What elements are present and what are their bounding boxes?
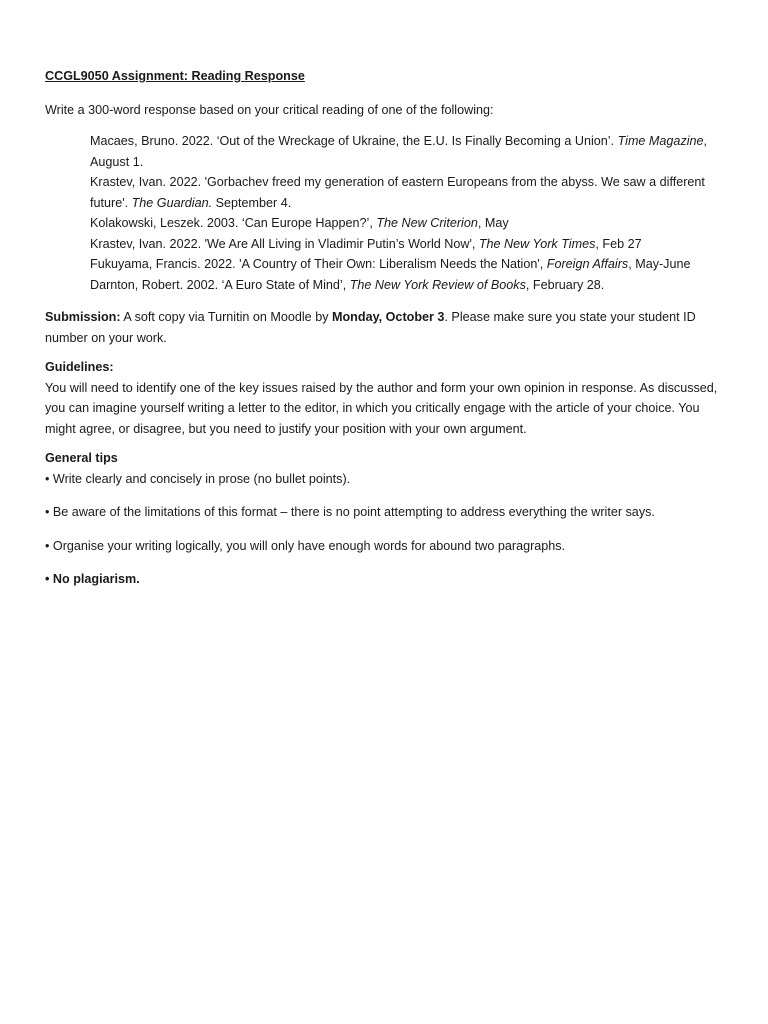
reference-item: Krastev, Ivan. 2022. 'Gorbachev freed my generation of eastern Europeans from the abyss. We saw a different future'. The Guardian. September 4. [90, 175, 705, 210]
tip-item: • Write clearly and concisely in prose (no bullet points). [45, 471, 351, 486]
tip-item: • Be aware of the limitations of this format – there is no point attempting to address everything the writer says. [45, 505, 655, 519]
guidelines-heading: Guidelines: [45, 360, 114, 374]
assignment-title: CCGL9050 Assignment: Reading Response [45, 69, 305, 83]
tip-item: • Organise your writing logically, you will only have enough words for abound two paragraphs. [45, 538, 566, 553]
guidelines-text: You will need to identify one of the key issues raised by the author and form your own opinion in response. As discussed, you can imagine yourself writing a letter to the editor, in which you critically engage with the article of your choice. You might agree, or disagree, but you need to justify your position with your own argument. [45, 380, 718, 436]
tip-item-plagiarism: • No plagiarism. [45, 572, 140, 586]
reference-item: Macaes, Bruno. 2022. ‘Out of the Wreckage of Ukraine, the E.U. Is Finally Becoming a Union’. Time Magazine, August 1. [90, 134, 708, 169]
reference-item: Darnton, Robert. 2002. ‘A Euro State of Mind’, The New York Review of Books, February 28. [90, 277, 605, 292]
submission-paragraph: Submission: A soft copy via Turnitin on Moodle by Monday, October 3. Please make sure you state your student ID number on your work. [45, 310, 696, 345]
reference-item: Krastev, Ivan. 2022. 'We Are All Living in Vladimir Putin’s World Now', The New York Times, Feb 27 [90, 236, 642, 251]
reference-item: Kolakowski, Leszek. 2003. ‘Can Europe Happen?’, The New Criterion, May [90, 216, 509, 230]
intro-text: Write a 300-word response based on your critical reading of one of the following: [45, 102, 494, 117]
general-tips-heading: General tips [45, 451, 118, 465]
reference-item: Fukuyama, Francis. 2022. 'A Country of Their Own: Liberalism Needs the Nation', Foreign Affairs, May-June [90, 257, 691, 271]
submission-deadline: Monday, October 3 [332, 310, 445, 324]
reading-list [45, 131, 728, 295]
submission-label: Submission: [45, 310, 121, 324]
